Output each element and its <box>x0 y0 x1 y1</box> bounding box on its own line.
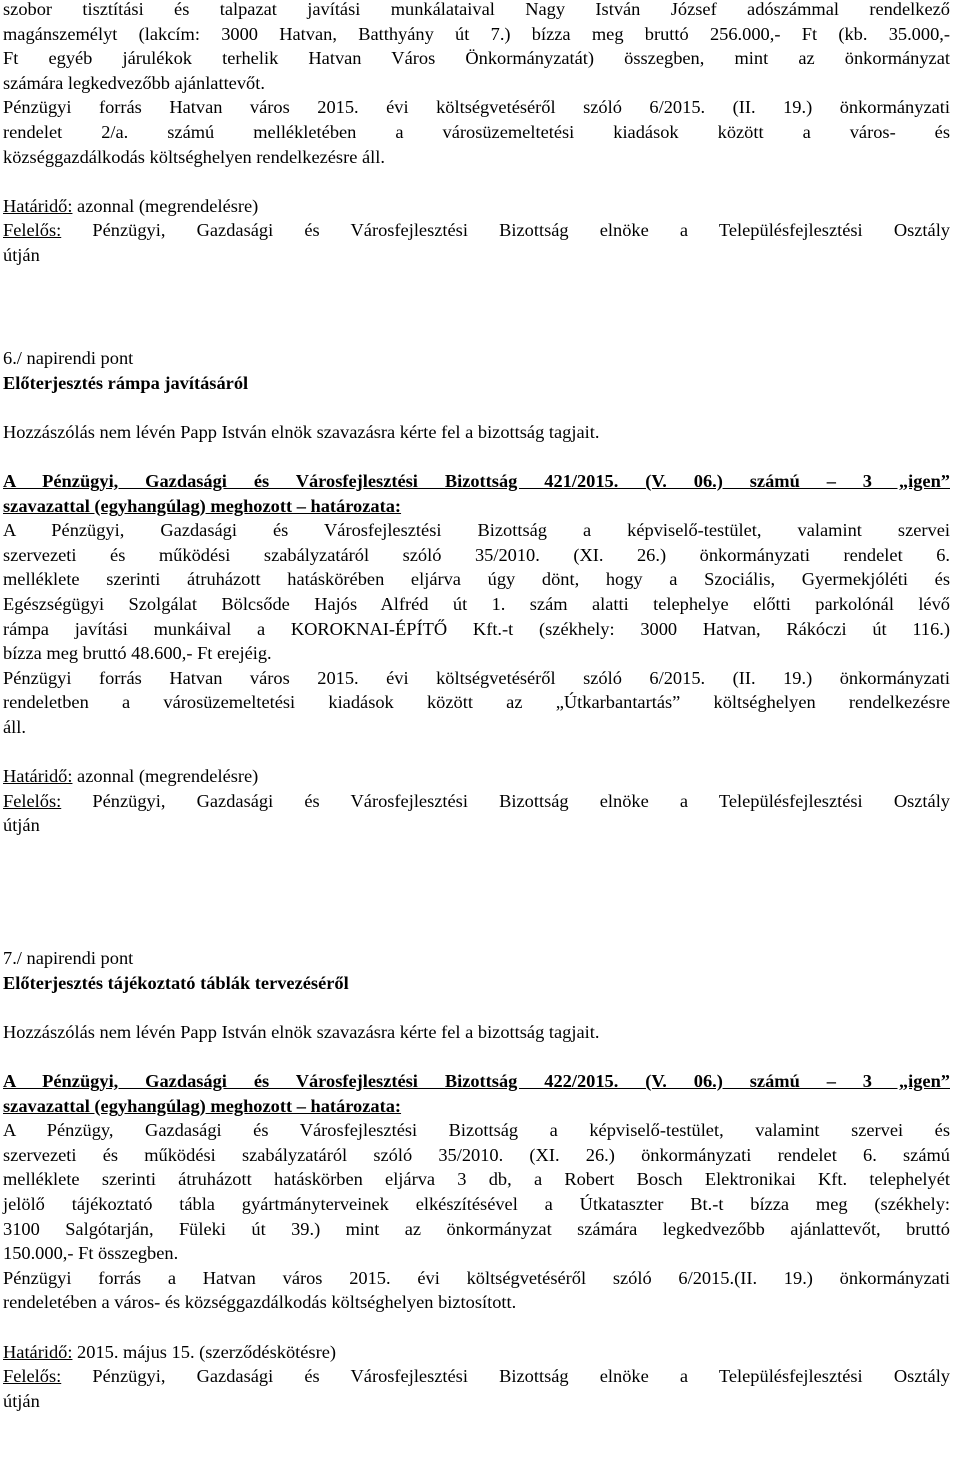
responsible-line <box>3 218 950 243</box>
text-line: 150.000,- Ft összegben. <box>3 1243 179 1264</box>
agenda-number: 6./ napirendi pont <box>3 348 134 368</box>
responsible-value: Pénzügyi, Gazdasági és Városfejlesztési Bizottság elnöke a Településfejlesztési Osztály <box>61 790 950 811</box>
text-line: szobor tisztítási és talpazat javítási munkálataival Nagy István József adószámmal rendelkező <box>3 0 950 19</box>
responsible-cont: útján <box>3 244 40 265</box>
deadline-label: Határidő: <box>3 1341 73 1362</box>
deadline-line <box>3 194 950 219</box>
deadline-value: azonnal (megrendelésre) <box>72 766 259 787</box>
responsible-value: Pénzügyi, Gazdasági és Városfejlesztési Bizottság elnöke a Településfejlesztési Osztály <box>61 220 950 241</box>
decision-heading-cont: szavazattal (egyhangúlag) meghozott – határozata: <box>3 495 402 516</box>
agenda-item-6 <box>3 346 950 838</box>
text-line: bízza meg bruttó 48.600,- Ft erejéig. <box>3 643 272 664</box>
deadline-value: azonnal (megrendelésre) <box>72 195 259 216</box>
text-line: Pénzügyi forrás Hatvan város 2015. évi költségvetéséről szóló 6/2015. (II. 19.) önkormányzati <box>3 97 950 118</box>
text-line: áll. <box>3 716 26 737</box>
agenda-title: Előterjesztés rámpa javításáról <box>3 372 249 393</box>
deadline-label: Határidő: <box>3 766 73 787</box>
text-line: melléklete szerinti átruházott hatáskörben eljárva 3 db, a Robert Bosch Elektronikai Kft. telephelyét <box>3 1169 950 1190</box>
comment-line: Hozzászólás nem lévén Papp István elnök szavazásra kérte fel a bizottság tagjait. <box>3 1021 600 1042</box>
decision-heading: A Pénzügyi, Gazdasági és Városfejlesztési Bizottság 422/2015. (V. 06.) számú – 3 „igen” <box>3 1070 950 1091</box>
deadline-value: 2015. május 15. (szerződéskötésre) <box>72 1341 336 1362</box>
deadline-line <box>3 1340 950 1365</box>
text-line: Pénzügyi forrás a Hatvan város 2015. évi költségvetéséről szóló 6/2015.(II. 19.) önkormányzati <box>3 1267 950 1288</box>
text-line: A Pénzügyi, Gazdasági és Városfejlesztési Bizottság a képviselő-testület, valamint szervei <box>3 520 950 541</box>
text-line: jelölő tájékoztató tábla gyártmányterveinek elkészítésével a Útkataszter Bt.-t bízza meg (székhely: <box>3 1193 950 1214</box>
agenda-number: 7./ napirendi pont <box>3 948 134 968</box>
decision-heading: A Pénzügyi, Gazdasági és Városfejlesztési Bizottság 421/2015. (V. 06.) számú – 3 „igen” <box>3 470 950 491</box>
responsible-label: Felelős: <box>3 790 62 811</box>
text-line: 3100 Salgótarján, Füleki út 39.) mint az önkormányzat számára legkedvezőbb ajánlattevőt, bruttó <box>3 1218 950 1239</box>
agenda-item-7 <box>3 946 950 1413</box>
text-line: Egészségügyi Szolgálat Bölcsőde Hajós Alfréd út 1. szám alatti telephelye előtti parkolónál lévő <box>3 593 950 614</box>
previous-decision-body <box>3 0 950 268</box>
decision-heading-cont: szavazattal (egyhangúlag) meghozott – határozata: <box>3 1095 402 1116</box>
responsible-value: Pénzügyi, Gazdasági és Városfejlesztési Bizottság elnöke a Településfejlesztési Osztály <box>61 1366 950 1387</box>
text-line: szervezeti és működési szabályzatáról szóló 35/2010. (XI. 26.) önkormányzati rendelet 6. <box>3 544 950 565</box>
deadline-label: Határidő: <box>3 195 73 216</box>
text-line: melléklete szerinti átruházott hatáskörében eljárva úgy dönt, hogy a Szociális, Gyermekjóléti és <box>3 569 950 590</box>
text-line: magánszemélyt (lakcím: 3000 Hatvan, Batthyány út 7.) bízza meg bruttó 256.000,- Ft (kb. 35.000,- <box>3 23 950 44</box>
text-line: A Pénzügy, Gazdasági és Városfejlesztési Bizottság a képviselő-testület, valamint szervei és <box>3 1120 950 1141</box>
text-line: rámpa javítási munkáival a KOROKNAI-ÉPÍTŐ Kft.-t (székhely: 3000 Hatvan, Rákóczi út 116.) <box>3 618 950 639</box>
responsible-line <box>3 789 950 814</box>
text-line: rendelet 2/a. számú mellékletében a városüzemeltetési kiadások között a város- és <box>3 121 950 142</box>
comment-line: Hozzászólás nem lévén Papp István elnök szavazásra kérte fel a bizottság tagjait. <box>3 421 600 442</box>
text-line <box>3 169 950 194</box>
text-line: községgazdálkodás költséghelyen rendelkezésre áll. <box>3 146 385 167</box>
text-line: Pénzügyi forrás Hatvan város 2015. évi költségvetéséről szóló 6/2015. (II. 19.) önkormányzati <box>3 667 950 688</box>
responsible-line <box>3 1364 950 1389</box>
text-line: számára legkedvezőbb ajánlattevőt. <box>3 72 265 93</box>
text-line: Ft egyéb járulékok terhelik Hatvan Város Önkormányzatát) összegben, mint az önkormányzat <box>3 48 950 69</box>
responsible-label: Felelős: <box>3 220 62 241</box>
text-line: szervezeti és működési szabályzatáról szóló 35/2010. (XI. 26.) önkormányzati rendelet 6. számú <box>3 1144 950 1165</box>
responsible-cont: útján <box>3 1390 40 1411</box>
agenda-title: Előterjesztés tájékoztató táblák tervezéséről <box>3 972 349 993</box>
responsible-label: Felelős: <box>3 1366 62 1387</box>
deadline-line <box>3 764 950 789</box>
text-line: rendeletében a város- és községgazdálkodás költséghelyen biztosított. <box>3 1292 517 1313</box>
text-line: rendeletben a városüzemeltetési kiadások között az „Útkarbantartás” költséghelyen rendelkezésre <box>3 692 950 713</box>
responsible-cont: útján <box>3 815 40 836</box>
